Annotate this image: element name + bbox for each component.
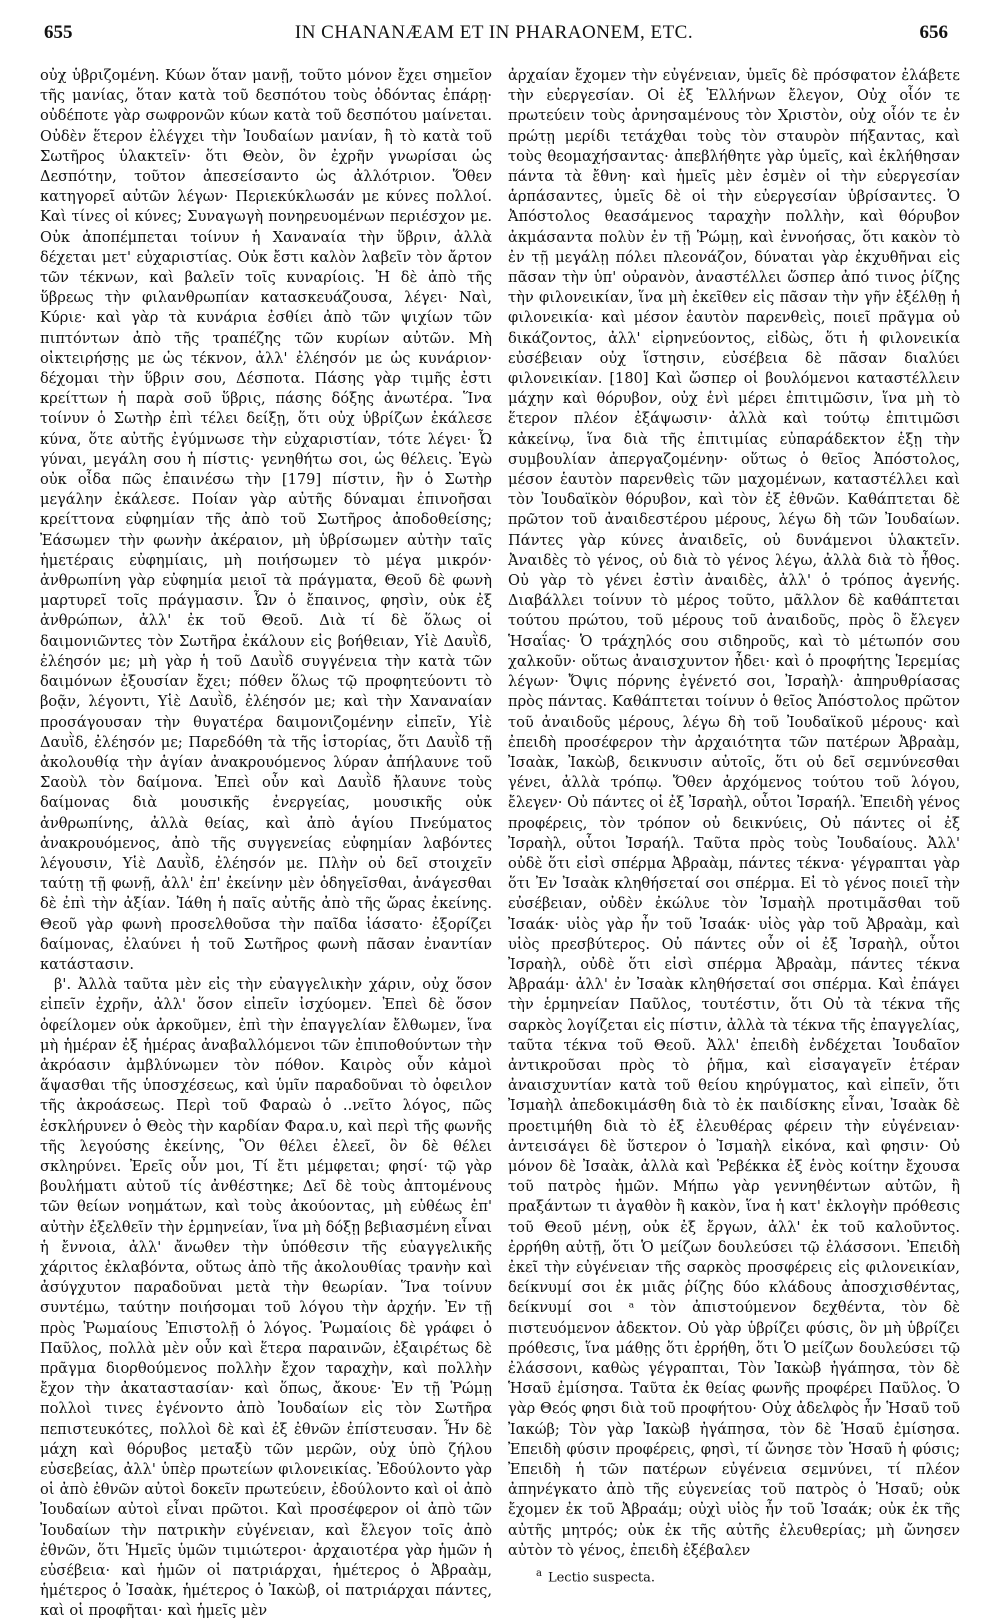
footnote-text: Lectio suspecta. <box>547 1570 656 1586</box>
right-column <box>508 66 960 1586</box>
paragraph: β'. Ἀλλὰ ταῦτα μὲν εἰς τὴν εὐαγγελικὴν χάριν, οὐχ ὅσον εἰπεῖν ἐχρῆν, ἀλλ' ὅσον εἰπεῖν ἰσχύομεν. Ἐπεὶ δὲ ὅσον ὀφείλομεν οὐκ ἀρκοῦμεν, ἐπὶ τὴν ἐπαγγελίαν ἔλθωμεν, ἵνα μὴ ἡμέραν ἐξ ἡμέρας ἀναβαλλόμενοι τῶν ἐπιποθούντων τὴν ἀκρόασιν ἀμβλύνωμεν τὸν πόθον. Καιρὸς οὖν κἀμοὶ ἅψασθαι τῆς ὑποσχέσεως, καὶ ὑμῖν παραδοῦναι τὸ ὀφειλον τῆς ἀκροάσεως. Περὶ τοῦ Φαραὼ ὁ ..νεῖτο λόγος, πῶς ἐσκλήρυνεν ὁ Θεὸς τὴν καρδίαν Φαρα.υ, καὶ περὶ τῆς φωνῆς τῆς λεγούσης ἐκείνης, Ὃν θέλει ἐλεεῖ, ὃν δὲ θέλει σκληρύνει. Ἐρεῖς οὖν μοι, Τί ἔτι μέμφεται; φησί· τῷ γὰρ βουλήματι αὐτοῦ τίς ἀνθέστηκε; Δεῖ δὲ τοὺς ἀπτομένους τῶν θείων νοημάτων, καὶ τοὺς ἀκούοντας, μὴ εὐθέως ἐπ' αὐτὴν ἐξελθεῖν τὴν ἑρμηνείαν, ἵνα μὴ δόξῃ βεβιασμένη εἶναι ἡ ἔννοια, ἀλλ' ἄνωθεν τὴν ὑπόθεσιν τῆς εὐαγγελικῆς χάριτος ἐκλαβόντα, οὕτως ἀπὸ τῆς ἀκολουθίας τρανὴν καὶ ἀσύγχυτον παραδοῦναι μετὰ τὴν θεωρίαν. Ἵνα τοίνυν συντέμω, ταύτην ποιήσομαι τοῦ λόγου τὴν ἀρχήν. Ἐν τῇ πρὸς Ῥωμαίους Ἐπιστολῇ ὁ λόγος. Ῥωμαίοις δὲ γράφει ὁ Παῦλος, πολλὰ μὲν οὖν καὶ ἕτερα παραινῶν, ἐξαιρέτως δὲ πρᾶγμα διορθούμενος πολλὴν ἔχον ταραχὴν, καὶ πολλὴν ἔχον τὴν ἀκαταστασίαν· καὶ ὅπως, ἄκουε· Ἐν τῇ Ῥώμῃ πολλοὶ τινες ἐγένοντο ἀπὸ Ἰουδαίων εἰς τὸν Σωτῆρα πεπιστευκότες, πολλοὶ δὲ καὶ ἐξ ἐθνῶν ἐπίστευσαν. Ἦν δὲ μάχη καὶ θόρυβος μεταξὺ τῶν μερῶν, οὐχ ὑπὸ ζήλου εὐσεβείας, ἀλλ' ὑπὲρ πρωτείων φιλονεικίας. Ἐδούλοντο γὰρ οἱ ἀπὸ ἐθνῶν αὐτοὶ δοκεῖν πρωτεύειν, ἐδούλοντο καὶ οἱ ἀπὸ Ἰουδαίων αὐτοὶ εἶναι πρῶτοι. Καὶ προσέφερον οἱ ἀπὸ τῶν Ἰουδαίων τὴν πατρικὴν εὐγένειαν, καὶ ἔλεγον τοῖς ἀπὸ ἐθνῶν, ὅτι Ἡμεῖς ὑμῶν τιμιώτεροι· ἀρχαιοτέρα γὰρ ἡμῶν ἡ εὐσέβεια· καὶ ἡμῶν οἱ πατριάρχαι, ἡμέτερος ὁ Ἀβραὰμ, ἡμέτερος ὁ Ἰσαὰκ, ἡμέτερος ὁ Ἰακὼβ, οἱ πατριάρχαι πάντες, καὶ οἱ προφῆται· καὶ ἡμεῖς μὲν <box>40 976 492 1620</box>
footnote-mark: a <box>536 1568 542 1580</box>
left-column <box>40 66 492 1620</box>
page-number-right: 656 <box>919 22 948 43</box>
footnote <box>508 1565 960 1586</box>
running-head <box>28 22 960 56</box>
running-title: IN CHANANÆAM ET IN PHARAONEM, ETC. <box>294 22 694 43</box>
paragraph: οὐχ ὑβριζομένη. Κύων ὅταν μανῇ, τοῦτο μόνον ἔχει σημεῖον τῆς μανίας, ὅταν κατὰ τοῦ δεσπότου τοὺς ὀδόντας ἐπάρῃ· οὐδέποτε γὰρ σωφρονῶν κύων κατὰ τοῦ δεσπότου μαίνεται. Οὐδὲν ἕτερον ἐλέγχει τὴν Ἰουδαίων μανίαν, ἢ τὸ κατὰ τοῦ Σωτῆρος ὑλακτεῖν· ὅτι Θεὸν, ὃν ἐχρῆν γνωρίσαι ὡς Δεσπότην, τοῦτον ἀπεσείσαντο ὡς ἀλλότριον. Ὅθεν κατηγορεῖ αὐτῶν λέγων· Περιεκύκλωσάν με κύνες πολλοί. Καὶ τίνες οἱ κύνες; Συναγωγὴ πονηρευομένων περιέσχον με. Οὐκ ἀποπέμπεται τοίνυν ἡ Χαναναία τὴν ὕβριν, ἀλλὰ δέχεται μετ' εὐχαριστίας. Οὐκ ἔστι καλὸν λαβεῖν τὸν ἄρτον τῶν τέκνων, καὶ βαλεῖν τοῖς κυναρίοις. Ἡ δὲ ἀπὸ τῆς ὕβρεως τὴν φιλανθρωπίαν κατασκευάζουσα, λέγει· Ναὶ, Κύριε· καὶ γὰρ τὰ κυνάρια ἐσθίει ἀπὸ τῶν ψιχίων τῶν πιπτόντων ἀπὸ τῆς τραπέζης τῶν κυρίων αὐτῶν. Μὴ οἰκτειρήσῃς με ὡς τέκνον, ἀλλ' ἐλέησόν με ὡς κυνάριον· δέχομαι τὴν ὕβριν σου, Δέσποτα. Πάσης γὰρ τιμῆς ἐστι κρείττων ἡ παρὰ σοῦ ὕβρις, πάσης δόξης ἀνωτέρα. Ἵνα τοίνυν ὁ Σωτὴρ ἐπὶ τέλει δείξῃ, ὅτι οὐχ ὑβρίζων ἐκάλεσε κύνα, ὅτε αὐτῆς ἐγύμνωσε τὴν εὐχαριστίαν, τότε λέγει· Ὦ γύναι, μεγάλη σου ἡ πίστις· γενηθήτω σοι, ὡς θέλεις. Ἐγὼ οὐκ οἶδα πῶς ἐπαινέσω τὴν [179] πίστιν, ἣν ὁ Σωτὴρ μεγάλην ἐκάλεσε. Ποίαν γὰρ αὐτῆς δύναμαι ἐπινοῆσαι κρείττονα εὐφημίαν τῆς ἀπὸ τοῦ Σωτῆρος ἀποδοθείσης; Ἐάσωμεν τὴν φωνὴν ἀκέραιον, μὴ ὑβρίσωμεν αὐτὴν ταῖς ἡμετέραις εὐφημίαις, μὴ ποιήσωμεν τὸ μέγα μικρόν· ἀνθρωπίνη γὰρ εὐφημία μειοῖ τὰ πράγματα, Θεοῦ δὲ φωνὴ μαρτυρεῖ τοῖς πράγμασιν. Ὧν ὁ ἔπαινος, φησὶν, οὐκ ἐξ ἀνθρώπων, ἀλλ' ἐκ τοῦ Θεοῦ. Διὰ τί δὲ ὅλως οἱ δαιμονιῶντες τὸν Σωτῆρα ἐκάλουν εἰς βοήθειαν, Υἱὲ Δαυῒδ, ἐλέησόν με; μὴ γὰρ ἡ τοῦ Δαυῒδ συγγένεια τὴν κατὰ τῶν δαιμόνων ἐξουσίαν ἔχει; πόθεν ὅλως τῷ προφητεύοντι τὸ βοᾷν, λέγοντι, Υἱὲ Δαυῒδ, ἐλέησόν με; καὶ τὴν Χαναναίαν προσάγουσαν τὴν θυγατέρα δαιμονιζομένην εἰπεῖν, Υἱὲ Δαυῒδ, ἐλέησόν με; Παρεδόθη τὰ τῆς ἱστορίας, ὅτι Δαυῒδ τῇ ἀκολουθίᾳ τὴν ἁγίαν ἀνακρουόμενος λύραν ἀπήλαυνε τοῦ Σαοὺλ τὸν δαίμονα. Ἐπεὶ οὖν καὶ Δαυῒδ ἤλαυνε τοὺς δαίμονας διὰ μουσικῆς ἐνεργείας, μουσικῆς οὐκ ἀνθρωπίνης, ἀλλὰ θείας, καὶ ἀπὸ ἁγίου Πνεύματος ἀνακρουόμενος, ἀπὸ τῆς συγγενείας εὐφημίαν λαβόντες λέγουσιν, Υἱὲ Δαυῒδ, ἐλέησόν με. Πλὴν οὐ δεῖ στοιχεῖν ταύτῃ τῇ φωνῇ, ἀλλ' ἐπ' ἐκείνην μὲν ὁδηγεῖσθαι, ἀνάγεσθαι δὲ ἐπὶ τὴν ἀξίαν. Ἰάθη ἡ παῖς αὐτῆς ἀπὸ τῆς ὥρας ἐκείνης. Θεοῦ γὰρ φωνὴ προσελθοῦσα τὴν παῖδα ἰάσατο· ἐξορίζει δαίμονας, ἐλαύνει ἡ τοῦ Σωτῆρος φωνὴ πᾶσαν ἐναντίαν κατάστασιν. <box>40 67 492 973</box>
text-columns <box>40 66 960 1620</box>
page-number-left: 655 <box>44 22 73 43</box>
paragraph: ἀρχαίαν ἔχομεν τὴν εὐγένειαν, ὑμεῖς δὲ πρόσφατον ἐλάβετε τὴν εὐεργεσίαν. Οἱ ἐξ Ἑλλήνων ἔλεγον, Οὐχ οἷόν τε πρωτεύειν τοὺς ἀρνησαμένους τὸν Χριστὸν, οὐχ οἷόν τε ἐν πρώτῃ μερίδι τετάχθαι τοὺς τὸν σταυρὸν πήξαντας, καὶ τοὺς θεομαχήσαντας· ἀπεβλήθητε γὰρ ὑμεῖς, καὶ ἐκλήθησαν πάντα τὰ ἔθνη· καὶ ἡμεῖς μὲν ἐσμὲν οἱ τὴν εὐεργεσίαν ἁρπάσαντες, ὑμεῖς δὲ οἱ τὴν εὐεργεσίαν ὑβρίσαντες. Ὁ Ἀπόστολος θεασάμενος ταραχὴν πολλὴν, καὶ θόρυβον ἀκμάσαντα πολὺν ἐν τῇ Ῥώμῃ, καὶ ἐννοήσας, ὅτι κακὸν τὸ ἐν τῇ μεγάλῃ πόλει πλεονάζον, δύναται γὰρ ἐκχυθῆναι εἰς πᾶσαν τὴν ὑπ' οὐρανὸν, ἀναστέλλει ὥσπερ ἀπό τινος ῥίζης τὴν φιλονεικίαν, ἵνα μὴ ἐκεῖθεν εἰς πᾶσαν τὴν γῆν ἐξέλθῃ ἡ φιλονεικία· καὶ μέσον ἑαυτὸν παρενθεὶς, ποιεῖ πρᾶγμα οὐ δικάζοντος, ἀλλ' εἰρηνεύοντος, εἰδὼς, ὅτι ἡ φιλονεικία εὐσέβειαν οὐχ ἵστησιν, εὐσέβεια δὲ πᾶσαν διαλύει φιλονεικίαν. [180] Καὶ ὥσπερ οἱ βουλόμενοι καταστέλλειν μάχην καὶ θόρυβον, οὐχ ἑνὶ μέρει ἐπιτιμῶσιν, ἵνα μὴ τὸ ἕτερον πλέον ἐξάψωσιν· ἀλλὰ καὶ τούτῳ ἐπιτιμῶσι κἀκείνῳ, ἵνα διὰ τῆς ἐπιτιμίας εὐπαράδεκτον ἑξῃ τὴν συμβουλίαν ἀπεργαζομένην· οὕτως ὁ θεῖος Ἀπόστολος, μέσον ἑαυτὸν παρενθεὶς τῶν μαχομένων, καταστέλλει καὶ τὸν Ἰουδαϊκὸν θόρυβον, καὶ τὸν ἐξ ἐθνῶν. Καθάπτεται δὲ πρῶτον τοῦ ἀναιδεστέρου μέρους, λέγω δὴ τῶν Ἰουδαίων. Πάντες γὰρ κύνες ἀναιδεῖς, οὐ δυνάμενοι ὑλακτεῖν. Ἀναιδὲς τὸ γένος, οὐ διὰ τὸ γένος λέγω, ἀλλὰ διὰ τὸ ἦθος. Οὐ γὰρ τὸ γένει ἐστὶν ἀναιδὲς, ἀλλ' ὁ τρόπος ἀγενής. Διαβάλλει τοίνυν τὸ μέρος τοῦτο, μᾶλλον δὲ καθάπτεται τούτου πρώτου, τοῦ μέρους τοῦ ἀναιδοῦς, πρὸς ὃ ἔλεγεν Ἡσαΐας· Ὁ τράχηλός σου σιδηροῦς, καὶ τὸ μέτωπόν σου χαλκοῦν· οὕτως ἀναισχυντον ἦδει· καὶ ὁ προφήτης Ἱερεμίας λέγων· Ὄψις πόρνης ἐγένετό σοι, Ἰσραὴλ· ἀπηρυθρίασας πρὸς πάντας. Καθάπτεται τοίνυν ὁ θεῖος Ἀπόστολος πρῶτον τοῦ ἀναιδοῦς μέρους, λέγω δὴ τοῦ Ἰουδαϊκοῦ μέρους· καὶ ἐπειδὴ προσέφερον τὴν ἀρχαιότητα τῶν πατέρων Ἀβραὰμ, Ἰσαὰκ, Ἰακὼβ, δεικνυσιν αὐτοῖς, ὅτι οὐ δεῖ σεμνύνεσθαι γένει, ἀλλὰ τρόπῳ. Ὅθεν ἀρχόμενος τούτου τοῦ λόγου, ἔλεγεν· Οὐ πάντες οἱ ἐξ Ἰσραὴλ, οὗτοι Ἰσραήλ. Ἐπειδὴ γένος προφέρεις, τὸν τρόπον οὐ δεικνύεις, Οὐ πάντες οἱ ἐξ Ἰσραὴλ, οὗτοι Ἰσραήλ. Ταῦτα πρὸς τοὺς Ἰουδαίους. Ἀλλ' οὐδὲ ὅτι εἰσὶ σπέρμα Ἀβραὰμ, πάντες τέκνα· γέγραπται γὰρ ὅτι Ἐν Ἰσαὰκ κληθήσεταί σοι σπέρμα. Εἰ τὸ γένος ποιεῖ τὴν εὐσέβειαν, οὐδὲν ἐκώλυε τὸν Ἰσμαὴλ προτιμᾶσθαι τοῦ Ἰσαάκ· υἱὸς γὰρ ἦν τοῦ Ἰσαάκ· υἱὸς γὰρ τοῦ Ἀβραὰμ, καὶ υἱὸς πρεσβύτερος. Οὐ πάντες οὖν οἱ ἐξ Ἰσραὴλ, οὗτοι Ἰσραὴλ, οὐδὲ ὅτι εἰσὶ σπέρμα Ἀβραὰμ, πάντες τέκνα Ἀβραάμ· ἀλλ' ἐν Ἰσαὰκ κληθήσεταί σοι σπέρμα. Καὶ ἐπάγει τὴν ἑρμηνείαν Παῦλος, τουτέστιν, ὅτι Οὐ τὰ τέκνα τῆς σαρκὸς λογίζεται εἰς πίστιν, ἀλλὰ τὰ τέκνα τῆς ἐπαγγελίας, ταῦτα τέκνα τοῦ Θεοῦ. Ἀλλ' ἐπειδὴ ἐνδέχεται Ἰουδαῖον ἀντικροῦσαι πρὸς τὸ ῥῆμα, καὶ εἰσαγαγεῖν ἑτέραν ἀναισχυντίαν κατὰ τοῦ θείου κηρύγματος, καὶ εἰπεῖν, ὅτι Ἰσμαὴλ ἀπεδοκιμάσθη διὰ τὸ ἐκ παιδίσκης εἶναι, Ἰσαὰκ δὲ προετιμήθη διὰ τὸ ἐξ ἐλευθέρας φέρειν τὴν εὐγένειαν· ἀντεισάγει δὲ ὕστερον ὁ Ἰσμαὴλ εἰκόνα, καὶ φησιν· Οὐ μόνον δὲ Ἰσαὰκ, ἀλλὰ καὶ Ῥεβέκκα ἐξ ἑνὸς κοίτην ἔχουσα τοῦ πατρὸς ἡμῶν. Μήπω γὰρ γεννηθέντων αὐτῶν, ἢ πραξάντων τι ἀγαθὸν ἢ κακὸν, ἵνα ἡ κατ' ἐκλογὴν πρόθεσις τοῦ Θεοῦ μένῃ, οὐκ ἐξ ἔργων, ἀλλ' ἐκ τοῦ καλοῦντος. ἐρρήθη αὐτῇ, ὅτι Ὁ μείζων δουλεύσει τῷ ἐλάσσονι. Ἐπειδὴ ἐκεῖ τὴν εὐγένειαν τῆς σαρκὸς προσφέρεις εἰς φιλονεικίαν, δείκνυμί σοι ἐκ μιᾶς ῥίζης δύο κλάδους ἀποσχισθέντας, δείκνυμί σοι ᵃ τὸν ἀπιστούμενον δεχθέντα, τὸν δὲ πιστευόμενον ἀδεκτον. Οὐ γὰρ ὑβρίζει φύσις, ὃν μὴ ὑβρίζει πρόθεσις, ἵνα μάθῃς ὅτι ἐρρήθη, ὅτι Ὁ μείζων δουλεύσει τῷ ἐλάσσονι, καθὼς γέγραπται, Τὸν Ἰακὼβ ἠγάπησα, τὸν δὲ Ἡσαῦ ἐμίσησα. Ταῦτα ἐκ θείας φωνῆς προφέρει Παῦλος. Ὁ γὰρ Θεός φησι διὰ τοῦ προφήτου· Οὐχ ἀδελφὸς ἦν Ἡσαῦ τοῦ Ἰακώβ; Τὸν γὰρ Ἰακὼβ ἠγάπησα, τὸν δὲ Ἡσαῦ ἐμίσησα. Ἐπειδὴ φύσιν προφέρεις, φησὶ, τί ὤνησε τὸν Ἡσαῦ ἡ φύσις; Ἐπειδὴ ἡ τῶν πατέρων εὐγένεια σεμνύνει, τί πλέον ἀπηνέγκατο ἀπὸ τῆς εὐγενείας τοῦ πατρὸς ὁ Ἡσαῦ; οὐκ ἔχομεν ἐκ τοῦ Ἀβραάμ; οὐχὶ υἱὸς ἦν τοῦ Ἰσαάκ; οὐκ ἐκ τῆς αὐτῆς μητρός; οὐκ ἐκ τῆς αὐτῆς ἐλευθερίας; μὴ ὤνησεν αὐτὸν τὸ γένος, ἐπειδὴ ἐξέβαλεν <box>508 67 960 1559</box>
